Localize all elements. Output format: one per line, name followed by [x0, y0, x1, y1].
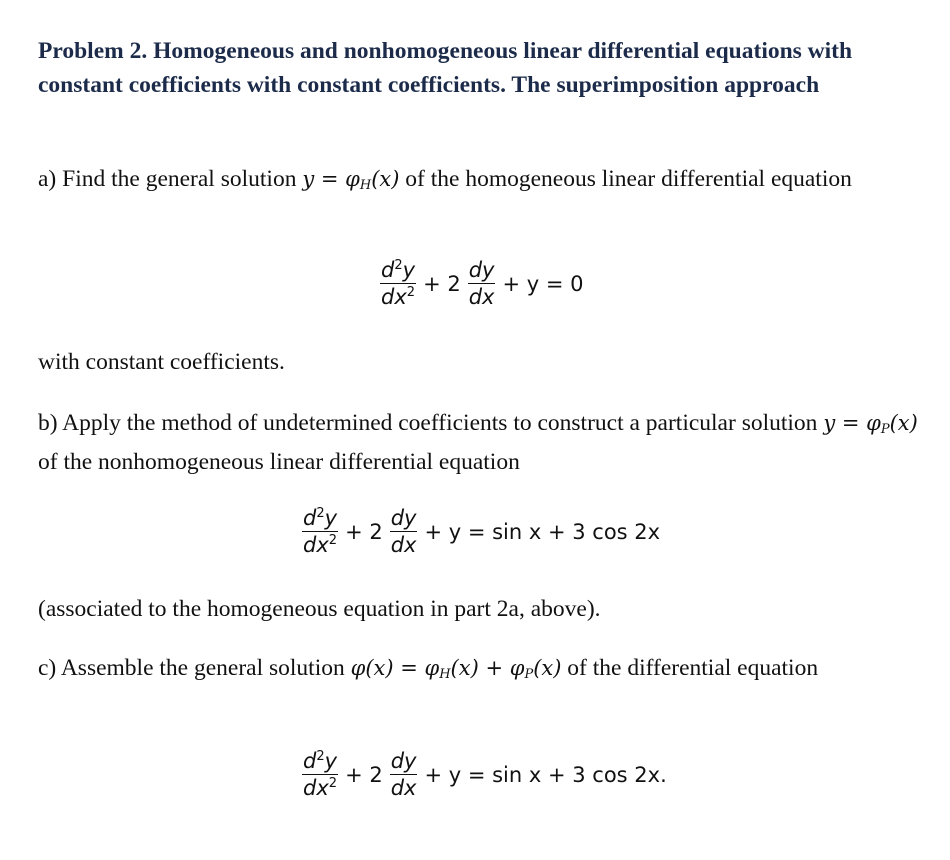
equation-c: $\frac{d^2y}{dx^2}$ + 2 $\frac{dy}{dx}$ + y = sin x + 3 cos 2x.: [303, 749, 667, 800]
general-solution-math: $\varphi(x) = \varphi_H(x) + \varphi_P(x)$: [350, 656, 562, 682]
part-a-closing: with constant coefficients.: [38, 349, 285, 375]
part-b-statement: b) Apply the method of undetermined coefficients to construct a particular solution $y = \varphi_P(x)$ of the nonhomogeneous linear differential equation: [38, 410, 918, 475]
equation-a: $\frac{d^2y}{dx^2}$ + 2 $\frac{dy}{dx}$ + y = 0: [381, 258, 584, 309]
part-c-statement: c) Assemble the general solution $\varphi(x) = \varphi_H(x) + \varphi_P(x)$ of the differential equation: [38, 655, 819, 682]
part-a-statement: a) Find the general solution $y = \varphi_H(x)$ of the homogeneous linear differential equation: [38, 166, 852, 193]
phi-p-math: $y = \varphi_P(x)$: [823, 411, 918, 437]
problem-title: Problem 2. Homogeneous and nonhomogeneous linear differential equations with constant coefficients with constant coefficients. The superimposition approach: [38, 38, 853, 98]
phi-h-math: $y = \varphi_H(x)$: [302, 167, 400, 193]
part-b-closing: (associated to the homogeneous equation in part 2a, above).: [38, 596, 601, 622]
equation-b: $\frac{d^2y}{dx^2}$ + 2 $\frac{dy}{dx}$ + y = sin x + 3 cos 2x: [303, 506, 661, 557]
